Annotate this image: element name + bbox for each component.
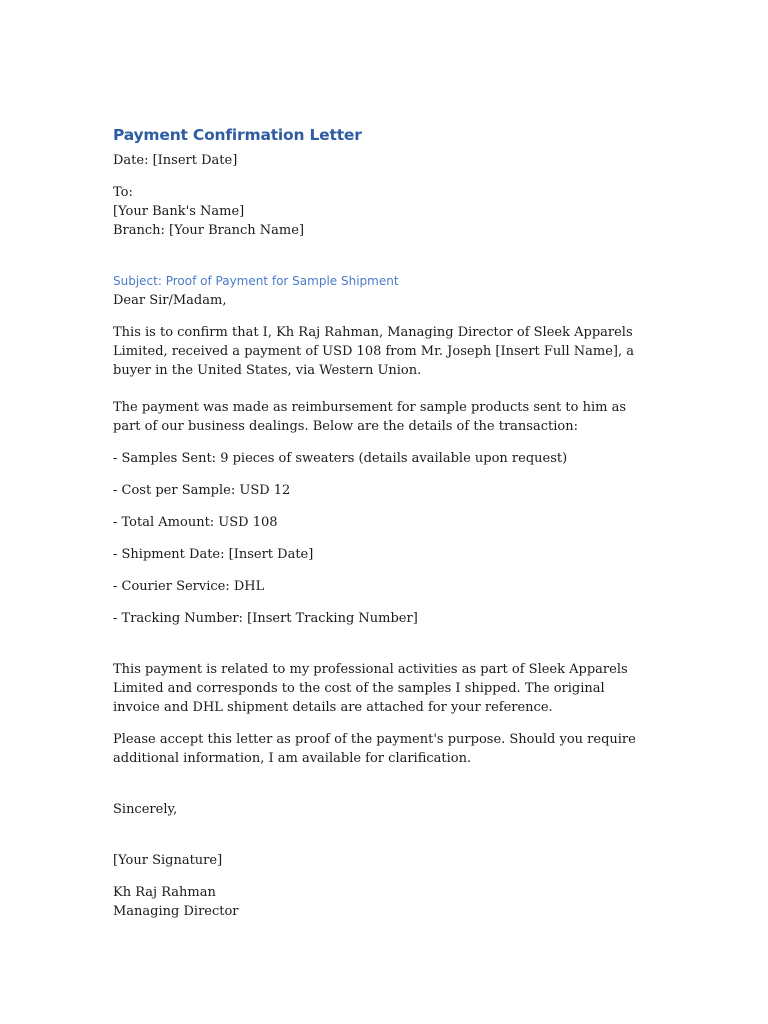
paragraph-confirmation: This is to confirm that I, Kh Raj Rahman, Managing Director of Sleek Apparels Limited, received a payment of USD 108 from Mr. Joseph [Insert Full Name], a buyer in the United States, via Western Union. <box>113 325 634 378</box>
branch-line: Branch: [Your Branch Name] <box>113 223 305 238</box>
detail-courier-service: - Courier Service: DHL <box>113 579 265 594</box>
salutation: Dear Sir/Madam, <box>113 293 227 308</box>
detail-total-amount: - Total Amount: USD 108 <box>113 515 278 530</box>
detail-samples-sent: - Samples Sent: 9 pieces of sweaters (details available upon request) <box>113 451 568 466</box>
closing: Sincerely, <box>113 802 178 817</box>
signature-placeholder: [Your Signature] <box>113 853 223 868</box>
paragraph-reimbursement: The payment was made as reimbursement for sample products sent to him as part of our business dealings. Below are the details of the transaction: <box>113 400 627 434</box>
paragraph-relation: This payment is related to my professional activities as part of Sleek Apparels Limited and corresponds to the cost of the samples I shipped. The original invoice and DHL shipment details are attached for your reference. <box>113 662 628 715</box>
date-line: Date: [Insert Date] <box>113 153 238 168</box>
signer-name: Kh Raj Rahman <box>113 885 216 900</box>
paragraph-acceptance: Please accept this letter as proof of the payment's purpose. Should you require additional information, I am available for clarification. <box>113 732 636 766</box>
detail-tracking-number: - Tracking Number: [Insert Tracking Number] <box>113 611 418 626</box>
subject-line: Subject: Proof of Payment for Sample Shipment <box>113 274 399 288</box>
detail-cost-per-sample: - Cost per Sample: USD 12 <box>113 483 291 498</box>
signer-title: Managing Director <box>113 904 239 919</box>
detail-shipment-date: - Shipment Date: [Insert Date] <box>113 547 314 562</box>
bank-name: [Your Bank's Name] <box>113 204 245 219</box>
letter-page <box>113 124 653 921</box>
letter-title: Payment Confirmation Letter <box>113 126 362 144</box>
to-label: To: <box>113 185 133 200</box>
